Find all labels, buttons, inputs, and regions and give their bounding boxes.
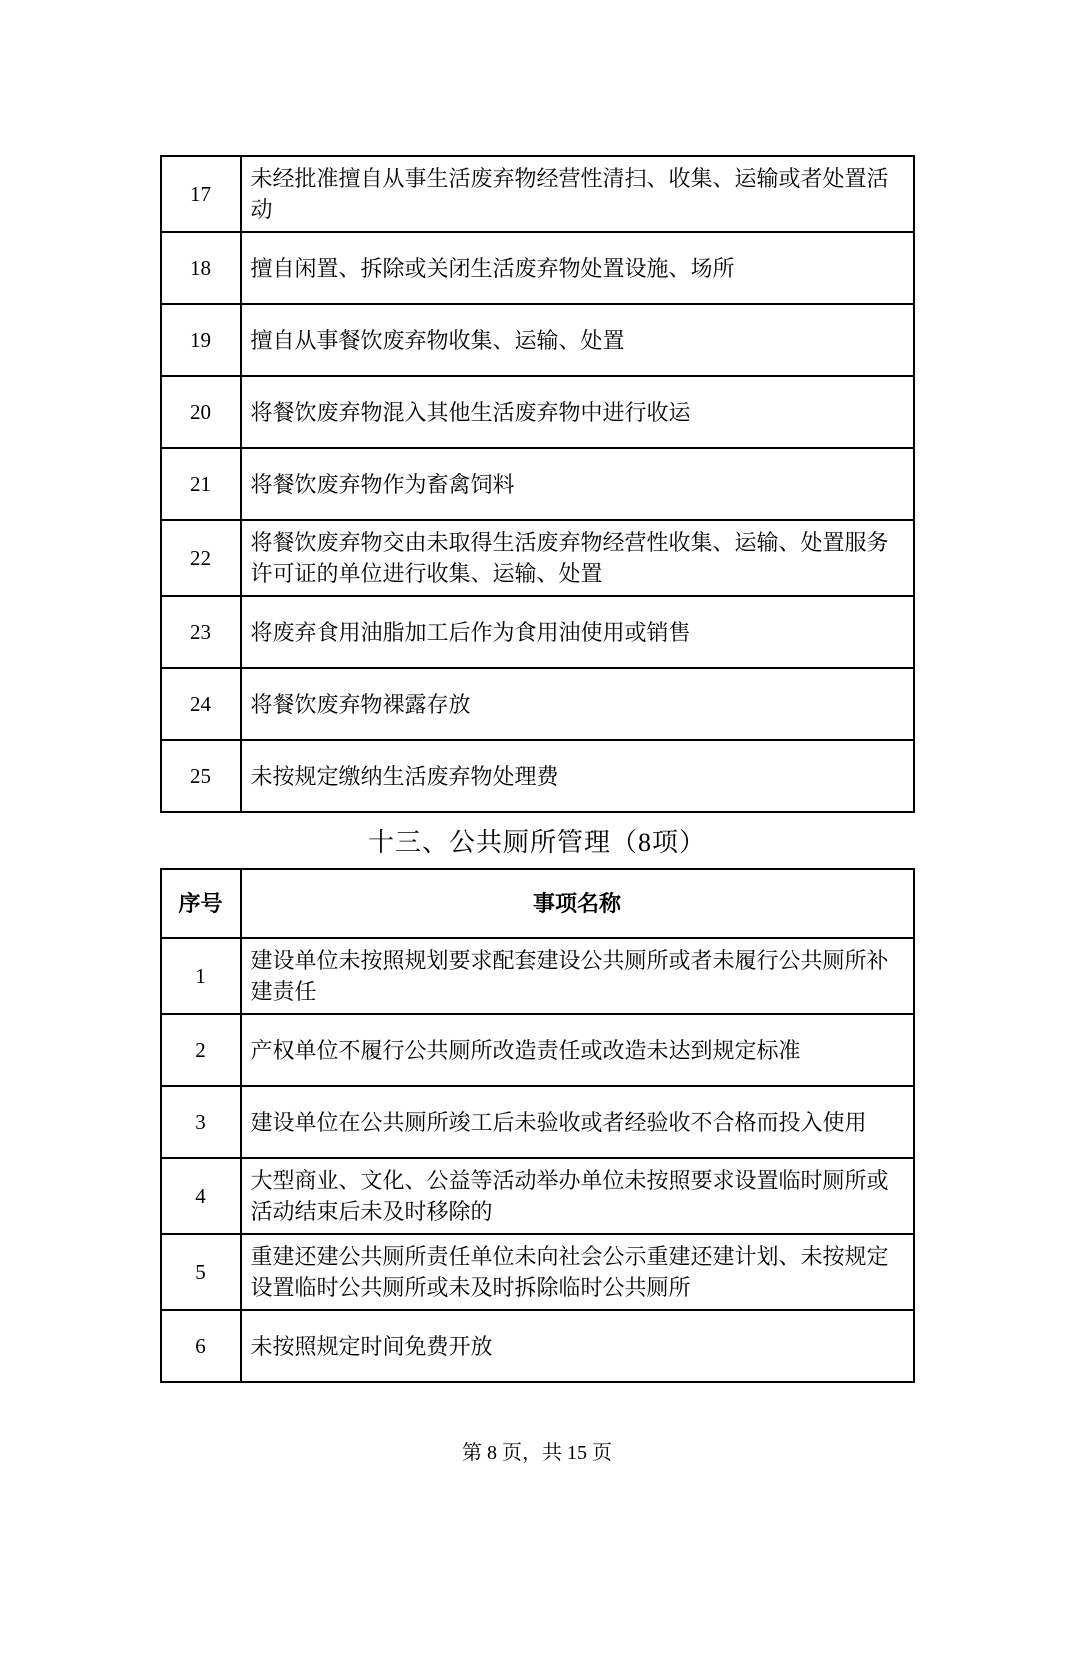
row-item-name: 产权单位不履行公共厕所改造责任或改造未达到规定标准	[241, 1014, 914, 1086]
table-row	[161, 1234, 914, 1310]
row-number: 20	[190, 400, 211, 424]
row-number-cell	[161, 740, 241, 812]
table-row	[161, 520, 914, 596]
row-number-cell	[161, 1086, 241, 1158]
row-number-cell	[161, 1310, 241, 1382]
row-number-cell	[161, 938, 241, 1014]
row-number-cell	[161, 520, 241, 596]
row-item-name: 大型商业、文化、公益等活动举办单位未按照要求设置临时厕所或活动结束后未及时移除的	[241, 1158, 914, 1234]
column-header-item-name: 事项名称	[241, 869, 914, 938]
row-number: 21	[190, 472, 211, 496]
table-row	[161, 448, 914, 520]
row-number: 3	[195, 1110, 206, 1134]
toilet-management-table	[160, 868, 915, 1383]
table-row	[161, 1310, 914, 1382]
column-header-serial: 序号	[161, 869, 241, 938]
row-number-cell	[161, 156, 241, 232]
row-number: 23	[190, 620, 211, 644]
row-number: 1	[195, 964, 206, 988]
row-number-cell	[161, 1014, 241, 1086]
row-number-cell	[161, 1234, 241, 1310]
table-row	[161, 376, 914, 448]
row-item-name: 将餐饮废弃物裸露存放	[241, 668, 914, 740]
row-number: 6	[195, 1334, 206, 1358]
row-number-cell	[161, 596, 241, 668]
toilet-table-head	[161, 869, 914, 938]
items-table-continued-body	[161, 156, 914, 812]
row-number-cell	[161, 376, 241, 448]
table-row	[161, 596, 914, 668]
row-item-name: 擅自闲置、拆除或关闭生活废弃物处置设施、场所	[241, 232, 914, 304]
row-number: 25	[190, 764, 211, 788]
row-number-cell	[161, 668, 241, 740]
section-heading: 十三、公共厕所管理（8项）	[367, 828, 706, 857]
table-row	[161, 668, 914, 740]
row-item-name: 未按照规定时间免费开放	[241, 1310, 914, 1382]
row-item-name: 未经批准擅自从事生活废弃物经营性清扫、收集、运输或者处置活动	[241, 156, 914, 232]
table-header-row	[161, 869, 914, 938]
document-page	[0, 155, 1074, 1674]
table-row	[161, 232, 914, 304]
table-row	[161, 304, 914, 376]
row-number-cell	[161, 448, 241, 520]
row-number: 5	[195, 1260, 206, 1284]
row-item-name: 将餐饮废弃物混入其他生活废弃物中进行收运	[241, 376, 914, 448]
row-number: 17	[190, 182, 211, 206]
table-row	[161, 938, 914, 1014]
row-item-name: 将餐饮废弃物交由未取得生活废弃物经营性收集、运输、处置服务许可证的单位进行收集、运输、处置	[241, 520, 914, 596]
table-row	[161, 1014, 914, 1086]
table-row	[161, 1158, 914, 1234]
items-table-continued	[160, 155, 915, 813]
row-number-cell	[161, 232, 241, 304]
table-row	[161, 1086, 914, 1158]
row-item-name: 建设单位未按照规划要求配套建设公共厕所或者未履行公共厕所补建责任	[241, 938, 914, 1014]
row-number-cell	[161, 1158, 241, 1234]
row-item-name: 未按规定缴纳生活废弃物处理费	[241, 740, 914, 812]
table-row	[161, 740, 914, 812]
row-item-name: 擅自从事餐饮废弃物收集、运输、处置	[241, 304, 914, 376]
row-number: 2	[195, 1038, 206, 1062]
row-number: 4	[195, 1184, 206, 1208]
table-row	[161, 156, 914, 232]
row-item-name: 将餐饮废弃物作为畜禽饲料	[241, 448, 914, 520]
row-number: 24	[190, 692, 211, 716]
page-number-footer: 第 8 页，共 15 页	[462, 1442, 612, 1464]
row-number: 18	[190, 256, 211, 280]
row-number-cell	[161, 304, 241, 376]
row-item-name: 将废弃食用油脂加工后作为食用油使用或销售	[241, 596, 914, 668]
row-number: 19	[190, 328, 211, 352]
row-item-name: 重建还建公共厕所责任单位未向社会公示重建还建计划、未按规定设置临时公共厕所或未及时拆除临时公共厕所	[241, 1234, 914, 1310]
row-number: 22	[190, 546, 211, 570]
row-item-name: 建设单位在公共厕所竣工后未验收或者经验收不合格而投入使用	[241, 1086, 914, 1158]
toilet-table-body	[161, 938, 914, 1382]
